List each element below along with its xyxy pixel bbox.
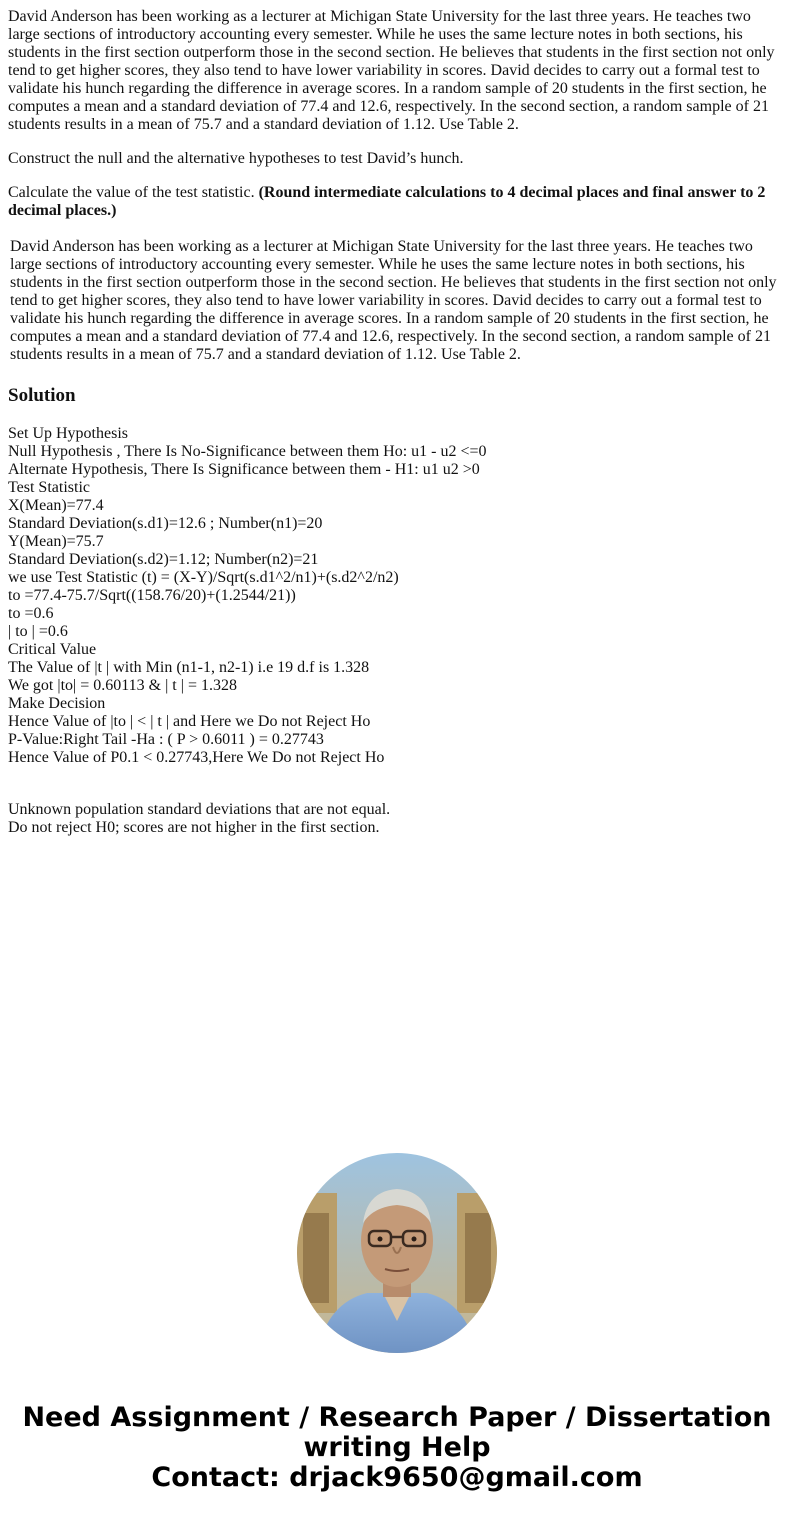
question-text: David Anderson has been working as a lecturer at Michigan State University for the last three years. He teaches two large sections of introductory accounting every semester. While he uses the same lecture notes in both sections, his students in the first section outperform those in the second section. He believes that students in the first section not only tend to get higher scores, they also tend to have lower variability in scores. David decides to carry out a formal test to validate his hunch regarding the difference in average scores. In a random sample of 20 students in the first section, he computes a mean and a standard deviation of 77.4 and 12.6, respectively. In the second section, a random sample of 21 students results in a mean of 75.7 and a standard deviation of 1.12. Use Table 2. (8, 8, 775, 133)
solution-body (8, 425, 782, 767)
solution-heading: Solution (8, 385, 76, 406)
question-text-repeat: David Anderson has been working as a lecturer at Michigan State University for the last three years. He teaches two large sections of introductory accounting every semester. While he uses the same lecture notes in both sections, his students in the first section outperform those in the second section. He believes that students in the first section not only tend to get higher scores, they also tend to have lower variability in scores. David decides to carry out a formal test to validate his hunch regarding the difference in average scores. In a random sample of 20 students in the first section, he computes a mean and a standard deviation of 77.4 and 12.6, respectively. In the second section, a random sample of 21 students results in a mean of 75.7 and a standard deviation of 1.12. Use Table 2. (10, 238, 777, 363)
solution-conclusion (8, 801, 782, 837)
solution-line: we use Test Statistic (t) = (X-Y)/Sqrt(s.d1^2/n1)+(s.d2^2/n2) (8, 569, 399, 586)
solution-line: | to | =0.6 (8, 623, 68, 640)
solution-line: We got |to| = 0.60113 & | t | = 1.328 (8, 677, 237, 694)
author-photo (297, 1153, 497, 1353)
solution-line: Test Statistic (8, 479, 90, 496)
solution-line: Hence Value of P0.1 < 0.27743,Here We Do not Reject Ho (8, 749, 385, 766)
solution-line: Make Decision (8, 695, 106, 712)
question-part-text: Calculate the value of the test statistic. (8, 184, 259, 201)
solution-line: The Value of |t | with Min (n1-1, n2-1) i.e 19 d.f is 1.328 (8, 659, 370, 676)
question-part-test-statistic (8, 184, 782, 220)
banner-line-2: writing Help (303, 1432, 491, 1463)
solution-line: X(Mean)=77.4 (8, 497, 104, 514)
solution-line: Standard Deviation(s.d1)=12.6 ; Number(n1)=20 (8, 515, 323, 532)
solution-line: Critical Value (8, 641, 97, 658)
solution-line: Alternate Hypothesis, There Is Significance between them - H1: u1 u2 >0 (8, 461, 480, 478)
solution-line: Null Hypothesis , There Is No-Significance between them Ho: u1 - u2 <=0 (8, 443, 487, 460)
banner-line-1: Need Assignment / Research Paper / Dissertation (22, 1402, 772, 1433)
solution-line: Set Up Hypothesis (8, 425, 128, 442)
solution-line: to =77.4-75.7/Sqrt((158.76/20)+(1.2544/21)) (8, 587, 296, 604)
solution-line: Hence Value of |to | < | t | and Here we Do not Reject Ho (8, 713, 371, 730)
contact-banner (0, 1403, 794, 1493)
conclusion-line: Do not reject H0; scores are not higher in the first section. (8, 819, 380, 836)
author-portrait-image (297, 1153, 497, 1353)
solution-line: P-Value:Right Tail -Ha : ( P > 0.6011 ) = 0.27743 (8, 731, 324, 748)
solution-line: Y(Mean)=75.7 (8, 533, 104, 550)
rounding-instruction: (Round intermediate calculations to 4 decimal places and final answer to 2 decimal places.) (8, 184, 766, 219)
banner-contact-line: Contact: drjack9650@gmail.com (151, 1462, 643, 1493)
conclusion-line: Unknown population standard deviations that are not equal. (8, 801, 391, 818)
solution-line: Standard Deviation(s.d2)=1.12; Number(n2)=21 (8, 551, 319, 568)
question-part-hypotheses: Construct the null and the alternative hypotheses to test David’s hunch. (8, 150, 464, 167)
solution-line: to =0.6 (8, 605, 54, 622)
